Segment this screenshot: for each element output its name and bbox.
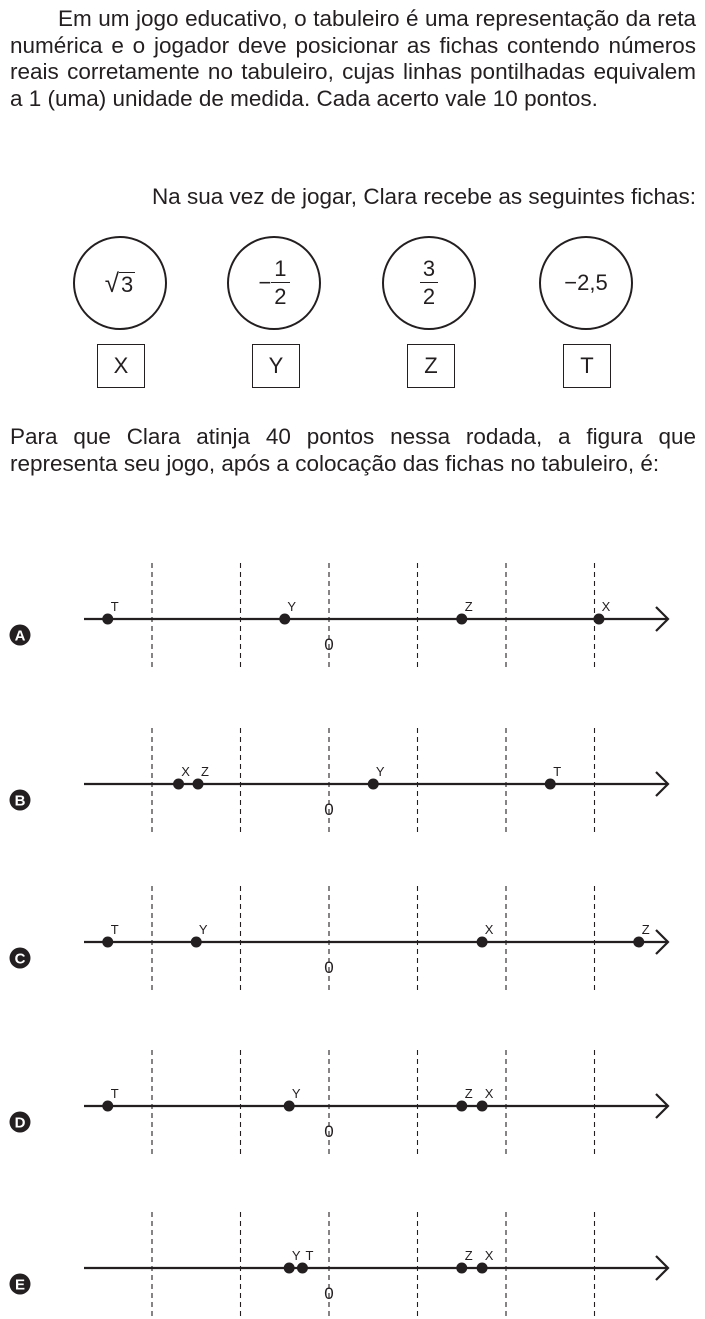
point-y: [284, 1263, 295, 1274]
option-letter: B: [14, 792, 26, 810]
zero-label: 0: [324, 800, 334, 819]
denominator: 2: [274, 284, 287, 309]
option-letter: A: [14, 627, 26, 645]
point-x: [477, 937, 488, 948]
point-t: [102, 1101, 113, 1112]
point-t: [545, 779, 556, 790]
point-label: Y: [291, 1086, 301, 1101]
option-c[interactable]: [10, 886, 669, 992]
point-y: [284, 1101, 295, 1112]
denominator: 2: [422, 284, 436, 309]
zero-label: 0: [324, 1284, 334, 1303]
point-x: [477, 1263, 488, 1274]
point-label: T: [305, 1248, 314, 1263]
point-label: Z: [464, 1086, 473, 1101]
point-z: [456, 614, 467, 625]
chip-label-t: T: [563, 344, 611, 388]
point-y: [191, 937, 202, 948]
point-x: [593, 614, 604, 625]
point-label: X: [181, 764, 190, 779]
radicand: 3: [121, 272, 134, 297]
point-y: [368, 779, 379, 790]
point-label: Y: [198, 922, 208, 937]
point-label: X: [484, 1086, 494, 1101]
point-x: [477, 1101, 488, 1112]
option-e[interactable]: [10, 1212, 669, 1318]
option-d[interactable]: [10, 1050, 669, 1156]
point-label: T: [110, 599, 119, 614]
point-y: [279, 614, 290, 625]
point-label: T: [553, 764, 562, 779]
option-letter: E: [14, 1276, 26, 1294]
point-z: [193, 779, 204, 790]
point-label: T: [110, 1086, 119, 1101]
point-label: Z: [464, 599, 473, 614]
chip-label-y: Y: [252, 344, 300, 388]
chip-value: −2,5: [564, 270, 608, 295]
point-t: [102, 614, 113, 625]
option-letter: D: [14, 1114, 26, 1132]
numerator: 3: [420, 258, 438, 283]
zero-label: 0: [324, 958, 334, 977]
option-letter: C: [14, 950, 26, 968]
point-label: Y: [291, 1248, 301, 1263]
turn-text: Na sua vez de jogar, Clara recebe as seguintes fichas:: [151, 184, 696, 209]
option-a[interactable]: [10, 563, 669, 669]
fraction-sign: −: [258, 270, 272, 295]
point-label: X: [484, 1248, 494, 1263]
chip-label-z: Z: [407, 344, 455, 388]
numerator: 1: [271, 258, 289, 283]
point-label: Z: [201, 764, 209, 779]
point-label: Z: [641, 922, 650, 937]
radical-sign: √: [104, 268, 120, 298]
point-x: [173, 779, 184, 790]
point-z: [456, 1101, 467, 1112]
point-label: Y: [375, 764, 385, 779]
point-label: X: [601, 599, 611, 614]
chip-label-x: X: [97, 344, 145, 388]
point-label: Z: [464, 1248, 473, 1263]
zero-label: 0: [324, 635, 334, 654]
point-label: Y: [287, 599, 297, 614]
point-t: [297, 1263, 308, 1274]
point-label: T: [110, 922, 119, 937]
point-t: [102, 937, 113, 948]
question-text: Para que Clara atinja 40 pontos nessa rodada, a figura que representa seu jogo, após a colocação das fichas no tabuleiro, é:: [10, 424, 696, 476]
point-label: X: [484, 922, 494, 937]
zero-label: 0: [324, 1122, 334, 1141]
point-z: [456, 1263, 467, 1274]
option-b[interactable]: [10, 728, 669, 834]
intro-paragraph: Em um jogo educativo, o tabuleiro é uma representação da reta numérica e o jogador deve posicionar as fichas contendo números reais corretamente no tabuleiro, cujas linhas pontilhadas equivalem a 1 (uma) unidade de medida. Cada acerto vale 10 pontos.: [10, 6, 696, 111]
point-z: [633, 937, 644, 948]
